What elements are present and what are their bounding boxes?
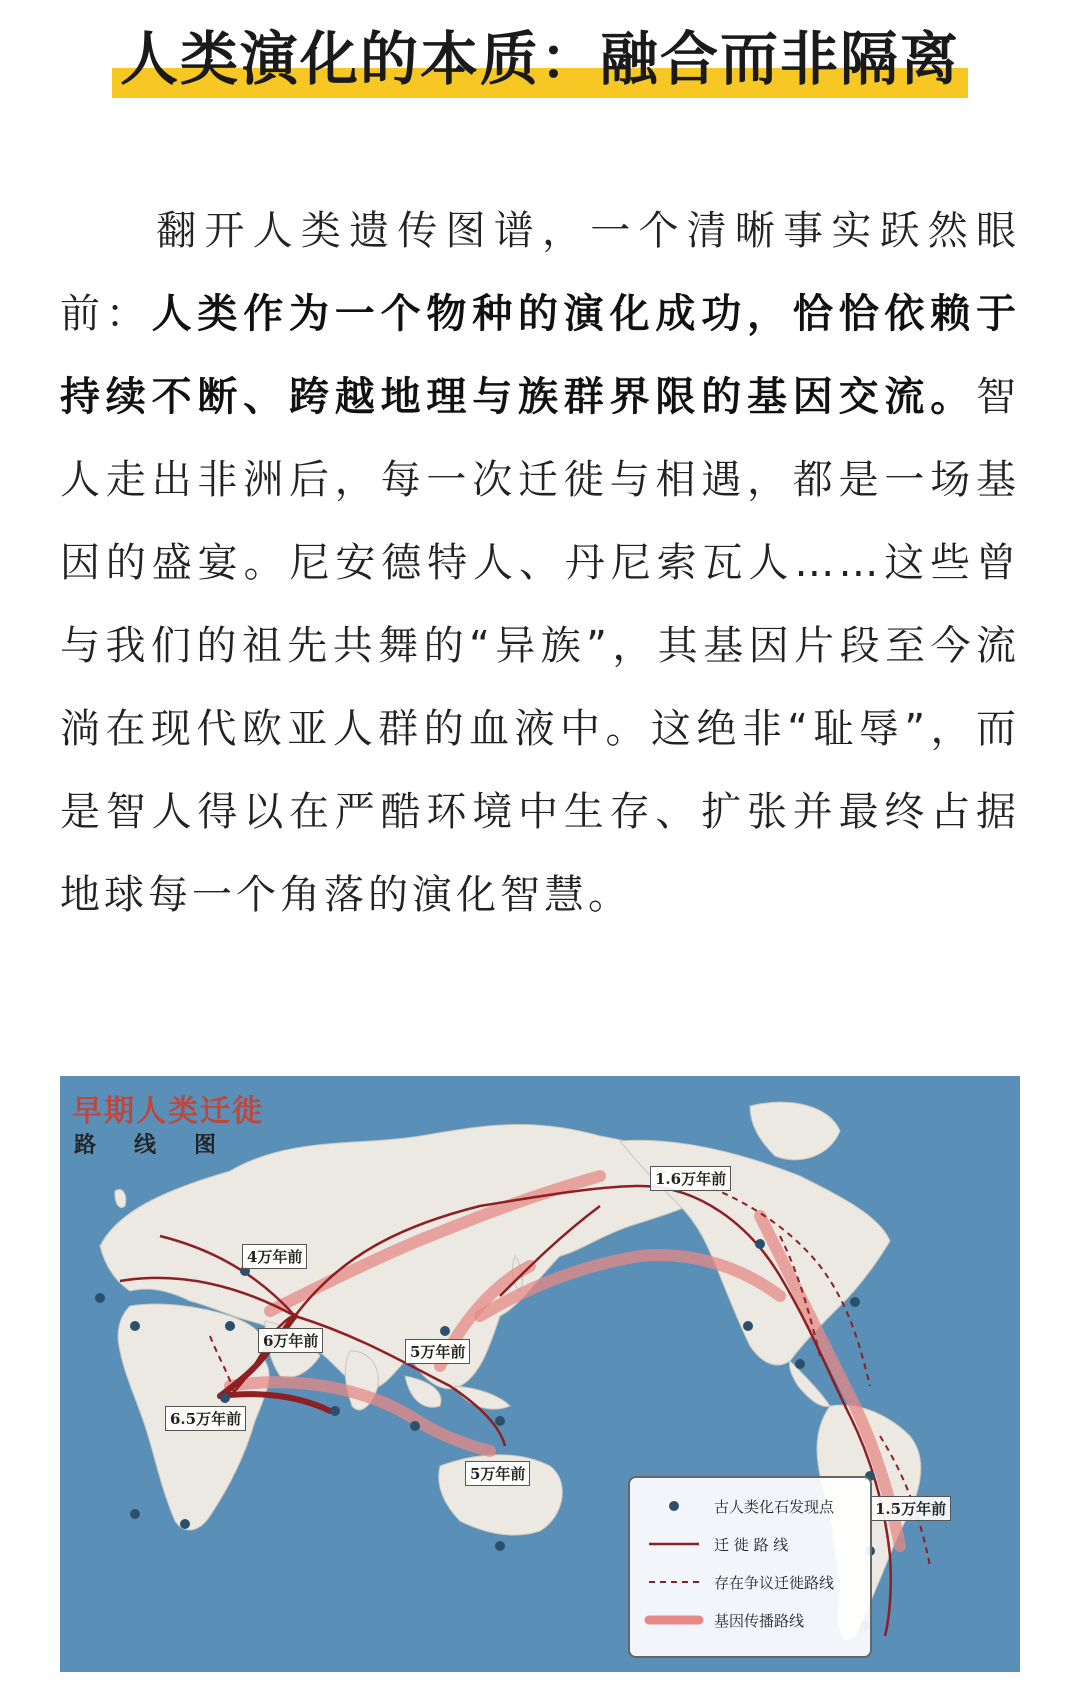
label-65ka: 6.5万年前 — [165, 1406, 246, 1431]
article-title — [112, 18, 968, 100]
map-graphic — [60, 1076, 1020, 1672]
article-paragraph — [60, 190, 1020, 937]
dashed-line-icon — [644, 1572, 704, 1592]
legend-fossil-label: 古人类化石发现点 — [714, 1497, 835, 1516]
paragraph-part1: 翻开人类遗传图谱，一个清晰事实跃然眼前： — [60, 208, 1020, 337]
wide-line-icon — [644, 1610, 704, 1630]
legend-fossil — [644, 1492, 864, 1520]
legend-disputed-label: 存在争议迁徙路线 — [714, 1573, 835, 1592]
solid-line-icon — [644, 1534, 704, 1554]
label-40ka: 4万年前 — [242, 1244, 307, 1269]
label-60ka: 6万年前 — [258, 1328, 323, 1353]
legend-route — [644, 1530, 864, 1558]
title-container — [0, 18, 1080, 100]
legend-route-label: 迁 徙 路 线 — [714, 1535, 789, 1554]
map-legend — [628, 1476, 872, 1658]
label-15ka: 1.5万年前 — [870, 1496, 951, 1521]
paragraph-part2: 智人走出非洲后，每一次迁徙与相遇，都是一场基因的盛宴。尼安德特人、丹尼索瓦人……这些曾与我们的祖先共舞的“异族”，其基因片段至今流淌在现代欧亚人群的血液中。这绝非“耻辱”，而是智人得以在严酷环境中生存、扩张并最终占据地球每一个角落的演化智慧。 — [60, 374, 1020, 918]
fossil-dot-icon — [644, 1496, 704, 1516]
label-50ka-asia: 5万年前 — [405, 1339, 470, 1364]
label-50ka-australia: 5万年前 — [465, 1461, 530, 1486]
legend-gene — [644, 1606, 864, 1634]
article-title-text: 人类演化的本质：融合而非隔离 — [119, 25, 960, 93]
paragraph-bold: 人类作为一个物种的演化成功，恰恰依赖于持续不断、跨越地理与族群界限的基因交流。 — [60, 291, 1021, 420]
legend-gene-label: 基因传播路线 — [714, 1611, 805, 1630]
legend-disputed — [644, 1568, 864, 1596]
map-title: 早期人类迁徙 — [72, 1094, 264, 1129]
map-subtitle: 路线图 — [74, 1132, 255, 1158]
migration-map — [60, 1076, 1020, 1672]
label-16ka: 1.6万年前 — [650, 1166, 731, 1191]
